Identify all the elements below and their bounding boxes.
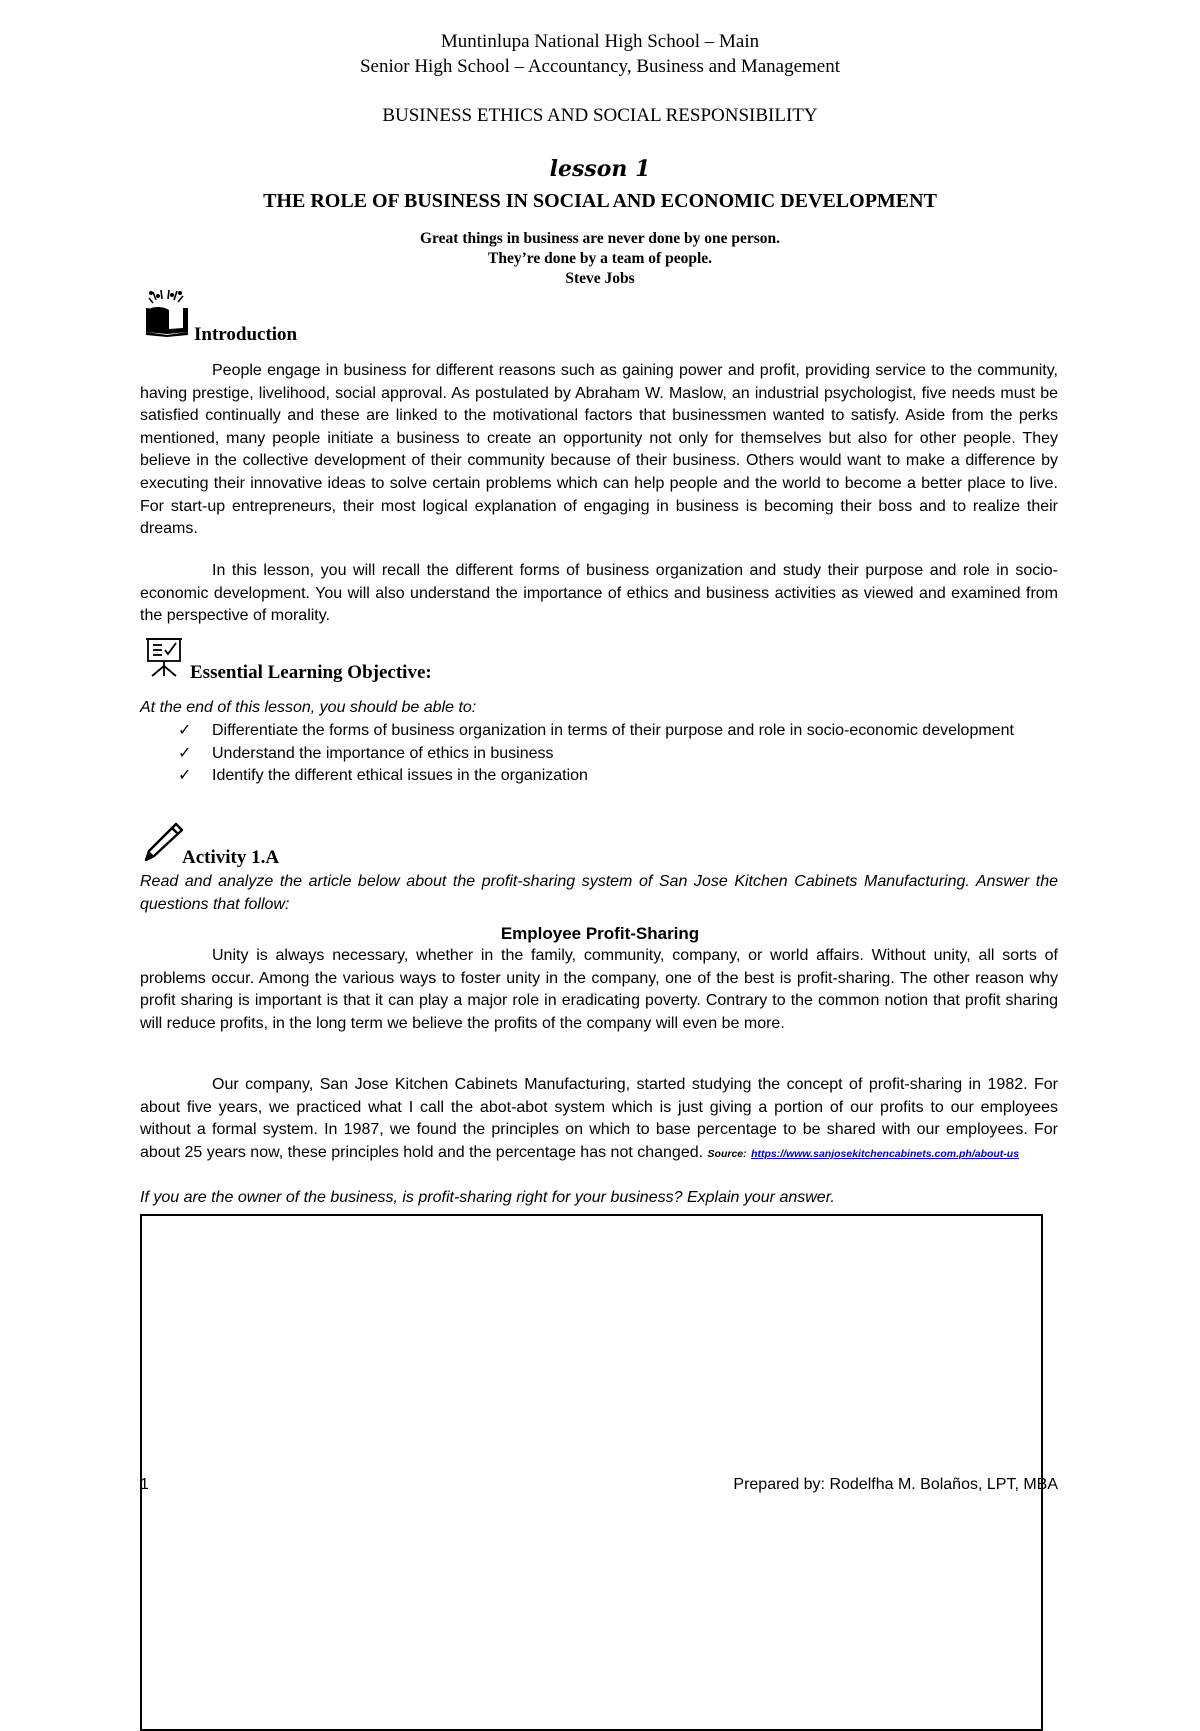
answer-box[interactable] xyxy=(140,1214,1043,1731)
article-paragraph-1: Unity is always necessary, whether in the family, community, company, or world affairs. Without unity, all sorts of problems occur. Among the various ways to foster unity in the company, one of the best is profit-sharing. The other reason why profit sharing is important is that it can play a major role in eradicating poverty. Contrary to the common notion that profit sharing will reduce profits, in the long term we believe the profits of the company will even be more. xyxy=(140,947,1058,1032)
quote-line-1: Great things in business are never done by one person. xyxy=(420,230,780,247)
introduction-heading: Introduction xyxy=(194,324,298,345)
quote-author: Steve Jobs xyxy=(565,270,635,287)
checkmark-icon: ✓ xyxy=(178,767,192,785)
strand-name: Senior High School – Accountancy, Business and Management xyxy=(359,56,841,77)
article-paragraph-2: Our company, San Jose Kitchen Cabinets Manufacturing, started studying the concept of profit-sharing in 1982. For about five years, we practiced what I call the abot-abot system which is just giving a portion of our profits to our employees without a formal system. In 1987, we found the principles on which to base percentage to be shared with our employees. For about 25 years now, these principles hold and the percentage has not changed. Source: https://www.sanjosekitchencabinets.com.ph/about-us xyxy=(140,1076,1058,1161)
objectives-list xyxy=(178,720,1038,788)
article-title: Employee Profit-Sharing xyxy=(500,924,700,943)
prepared-by: Prepared by: Rodelfha M. Bolaños, LPT, MBA xyxy=(733,1476,1058,1493)
subject-title: BUSINESS ETHICS AND SOCIAL RESPONSIBILITY xyxy=(382,105,818,126)
activity-heading: Activity 1.A xyxy=(182,847,280,868)
quote-line-2: They’re done by a team of people. xyxy=(487,250,713,267)
source-link[interactable]: https://www.sanjosekitchencabinets.com.ph/about-us xyxy=(751,1147,1020,1160)
objectives-heading: Essential Learning Objective: xyxy=(190,662,432,683)
activity-instructions: Read and analyze the article below about the profit-sharing system of San Jose Kitchen Cabinets Manufacturing. Answer the questions that follow: xyxy=(140,873,1058,913)
source-label: Source: xyxy=(707,1147,747,1160)
lesson-title: THE ROLE OF BUSINESS IN SOCIAL AND ECONOMIC DEVELOPMENT xyxy=(263,190,937,212)
page-number: 1 xyxy=(140,1476,149,1493)
activity-question: If you are the owner of the business, is profit-sharing right for your business? Explain your answer. xyxy=(140,1189,835,1206)
checkmark-icon: ✓ xyxy=(178,722,192,739)
pencil-icon xyxy=(142,822,184,862)
introduction-paragraph-1: People engage in business for different reasons such as gaining power and profit, providing service to the community, having prestige, livelihood, social approval. As postulated by Abraham W. Maslow, an industrial psychologist, five needs must be satisfied continually and these are linked to the motivational factors that businessmen wanted to satisfy. Aside from the perks mentioned, many people initiate a business to create an opportunity not only for themselves but also for other people. They believe in the collective development of their community because of their business. Others would want to make a difference by executing their innovative ideas to solve certain problems which can help people and the world to become a better place to live. For start-up entrepreneurs, their most logical explanation of engaging in business is becoming their boss and to realize their dreams. xyxy=(140,362,1058,538)
open-book-icon xyxy=(143,288,191,338)
objective-item: ✓ Differentiate the forms of business organization in terms of their purpose and role in socio-economic development xyxy=(178,720,1038,743)
lesson-tag: lesson 1 xyxy=(549,156,651,182)
checkmark-icon: ✓ xyxy=(178,744,192,762)
objective-item: ✓ Identify the different ethical issues in the organization xyxy=(178,765,1038,788)
objectives-intro: At the end of this lesson, you should be able to: xyxy=(140,699,477,716)
presentation-board-icon xyxy=(144,636,184,678)
introduction-paragraph-2: In this lesson, you will recall the different forms of business organization and study their purpose and role in socio-economic development. You will also understand the importance of ethics and business activities as viewed and examined from the perspective of morality. xyxy=(140,562,1058,625)
school-name: Muntinlupa National High School – Main xyxy=(440,31,760,52)
objective-item: ✓ Understand the importance of ethics in business xyxy=(178,743,1038,766)
